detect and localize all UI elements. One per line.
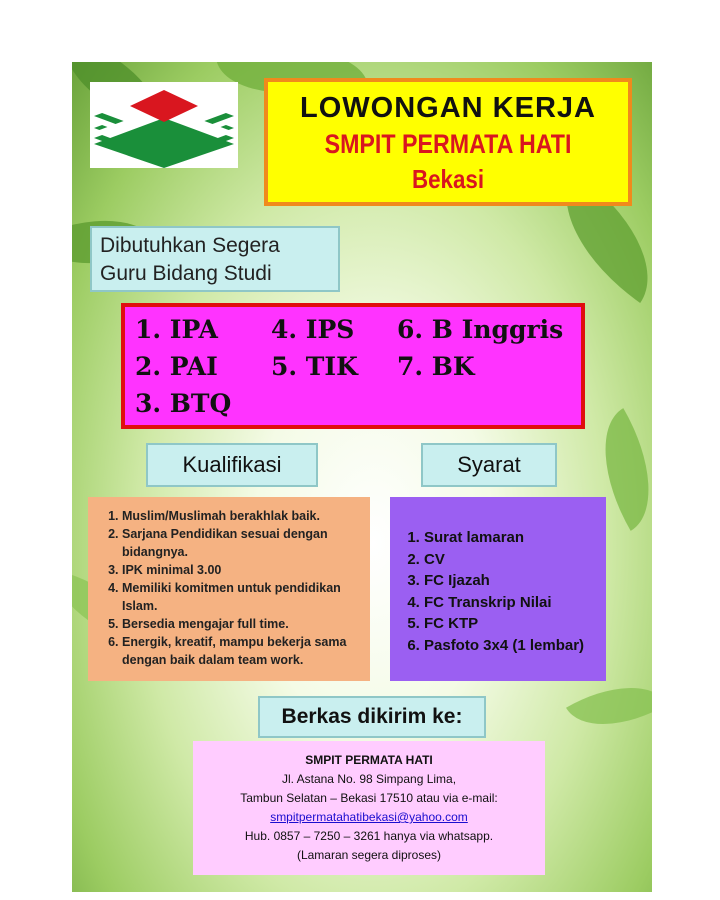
subjects-box — [121, 303, 585, 429]
school-logo-icon — [90, 82, 238, 168]
address-line-1: Jl. Astana No. 98 Simpang Lima, — [281, 772, 457, 786]
requirement-item: 3. FC Ijazah — [424, 570, 596, 592]
subject-item: 1. IPA — [135, 315, 218, 344]
submission-heading: Berkas dikirim ke: — [258, 696, 486, 738]
qualification-item: 5. Bersedia mengajar full time. — [122, 615, 360, 633]
address-line-2: Tambun Selatan – Bekasi 17510 atau via e-mail: — [240, 791, 498, 805]
title-line-1: LOWONGAN KERJA — [300, 92, 596, 124]
title-line-3: Bekasi — [411, 164, 485, 194]
phone-line: Hub. 0857 – 7250 – 3261 hanya via whatsapp. — [244, 829, 494, 843]
subject-item: 5. TIK — [271, 352, 358, 381]
processing-note: (Lamaran segera diproses) — [296, 848, 442, 862]
qualification-item: 1. Muslim/Muslimah berakhlak baik. — [122, 507, 360, 525]
subject-item: 2. PAI — [135, 352, 218, 381]
requirement-item: 6. Pasfoto 3x4 (1 lembar) — [424, 635, 596, 657]
school-name: SMPIT PERMATA HATI — [305, 753, 433, 767]
needed-box — [90, 226, 340, 292]
title-banner — [264, 78, 632, 206]
qualification-item: 2. Sarjana Pendidikan sesuai dengan bidangnya. — [122, 525, 360, 561]
requirements-list — [404, 527, 596, 656]
qualification-item: 4. Memiliki komitmen untuk pendidikan Islam. — [122, 579, 360, 615]
email-link[interactable]: smpitpermatahatibekasi@yahoo.com — [270, 810, 468, 824]
address-box — [193, 741, 545, 875]
qualifications-heading: Kualifikasi — [146, 443, 318, 487]
qualifications-list — [102, 507, 360, 669]
requirement-item: 1. Surat lamaran — [424, 527, 596, 549]
needed-line-2: Guru Bidang Studi — [100, 262, 272, 285]
requirement-item: 5. FC KTP — [424, 613, 596, 635]
qualifications-box — [88, 497, 370, 681]
subject-item: 3. BTQ — [135, 389, 232, 418]
subject-item: 4. IPS — [271, 315, 355, 344]
requirements-heading: Syarat — [421, 443, 557, 487]
subject-item: 6. B Inggris — [397, 315, 564, 344]
requirements-box — [390, 497, 606, 681]
requirement-item: 2. CV — [424, 549, 596, 571]
title-line-2: SMPIT PERMATA HATI — [324, 129, 572, 159]
qualification-item: 6. Energik, kreatif, mampu bekerja sama dengan baik dalam team work. — [122, 633, 360, 669]
needed-line-1: Dibutuhkan Segera — [100, 234, 280, 257]
qualification-item: 3. IPK minimal 3.00 — [122, 561, 360, 579]
requirement-item: 4. FC Transkrip Nilai — [424, 592, 596, 614]
school-logo — [90, 82, 238, 168]
subject-item: 7. BK — [397, 352, 475, 381]
